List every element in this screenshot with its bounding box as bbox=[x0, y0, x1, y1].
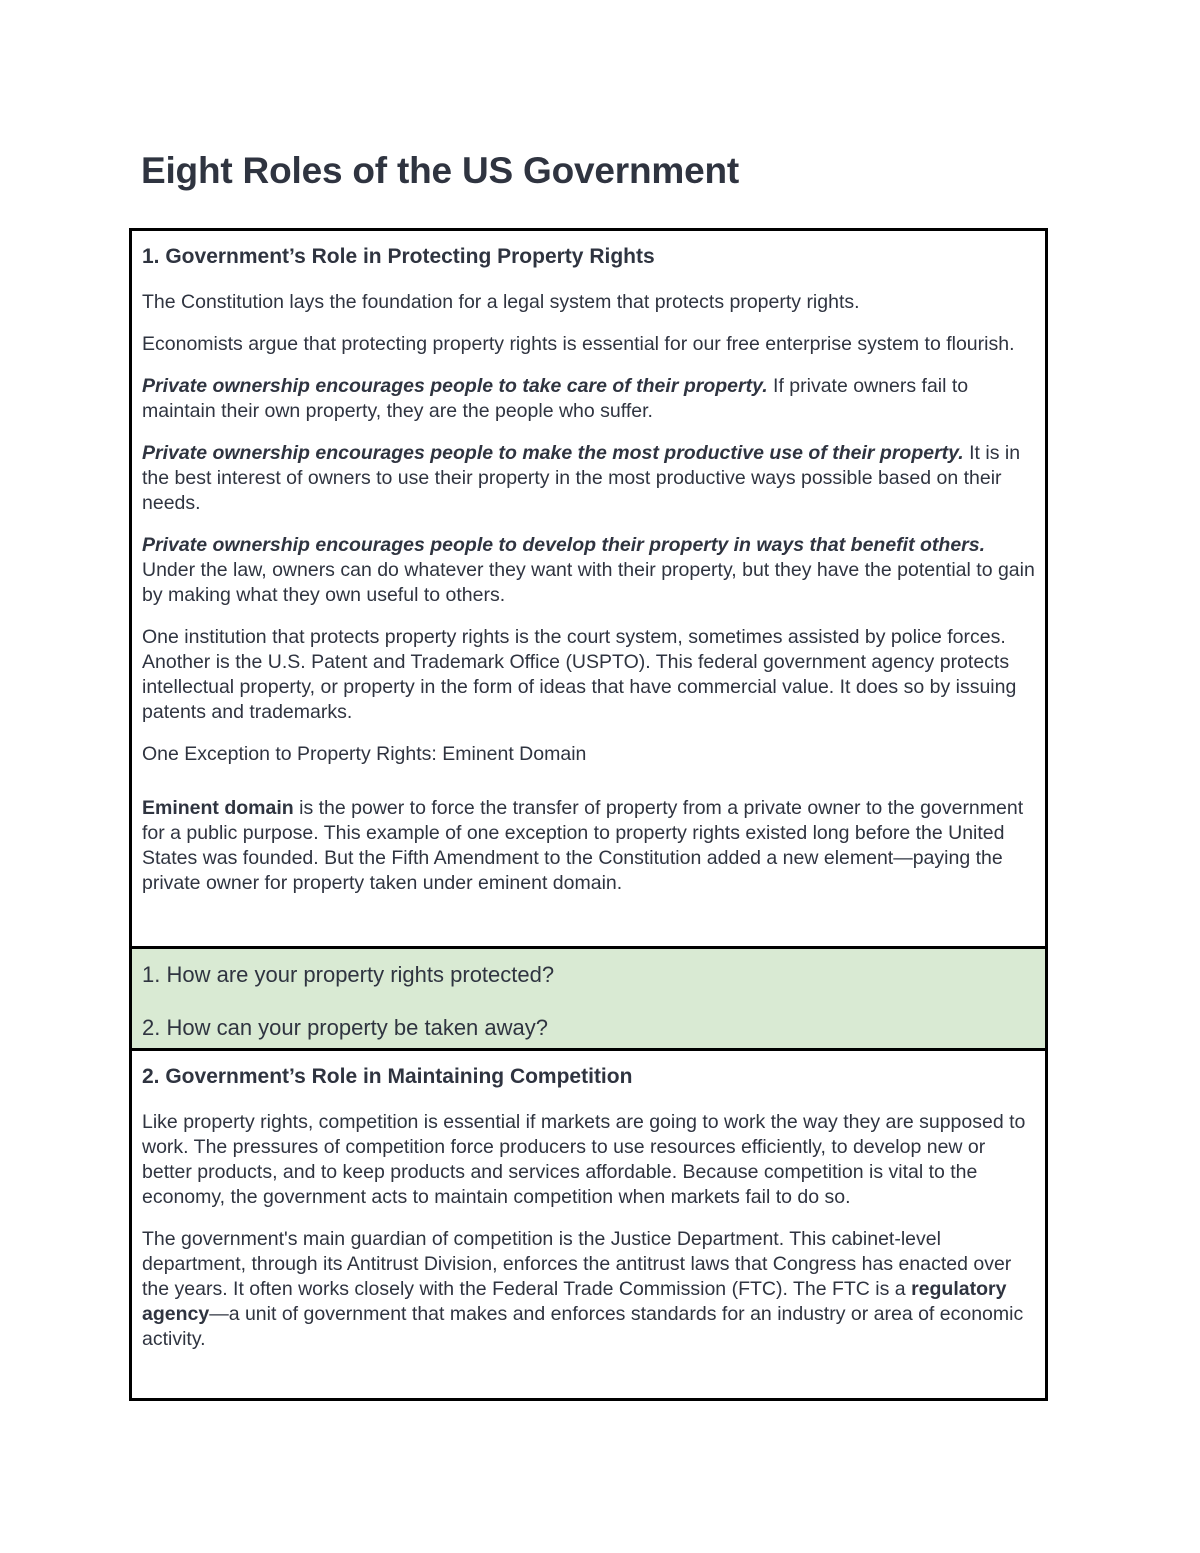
paragraph-5-text: Under the law, owners can do whatever they want with their property, but they have the potential to gain by making what they own useful to others. bbox=[142, 559, 1035, 606]
section1-paragraph-2: Economists argue that protecting property rights is essential for our free enterprise system to flourish. bbox=[142, 333, 1015, 355]
section1-paragraph-4 bbox=[142, 441, 1035, 516]
section1-paragraph-6: One institution that protects property rights is the court system, sometimes assisted by police forces. Another is the U.S. Patent and Trademark Office (USPTO). This federal government agency protects intellectual property, or property in the form of ideas that have commercial value. It does so by issuing patents and trademarks. bbox=[142, 626, 1017, 723]
questions-box bbox=[131, 948, 1047, 1050]
section1-paragraph-5 bbox=[142, 533, 1035, 608]
question-2: 2. How can your property be taken away? bbox=[142, 1015, 549, 1040]
section2-heading: 2. Government’s Role in Maintaining Competition bbox=[142, 1065, 633, 1088]
page-title: Eight Roles of the US Government bbox=[141, 150, 739, 191]
roles-table bbox=[129, 228, 1048, 1401]
section2-paragraph-2 bbox=[142, 1227, 1035, 1352]
section2-paragraph-1: Like property rights, competition is essential if markets are going to work the way they are supposed to work. The pressures of competition force producers to use resources efficiently, to develop new or better products, and to keep products and services affordable. Because competition is vital to the economy, the government acts to maintain competition when markets fail to do so. bbox=[142, 1111, 1026, 1208]
eminent-domain-subheading: One Exception to Property Rights: Eminent Domain bbox=[142, 743, 587, 765]
paragraph-2b-text: —a unit of government that makes and enforces standards for an industry or area of economic activity. bbox=[142, 1303, 1024, 1350]
section-property-rights bbox=[131, 230, 1047, 948]
paragraph-2a-text: The government's main guardian of competition is the Justice Department. This cabinet-level department, through its Antitrust Division, enforces the antitrust laws that Congress has enacted over the years. It often works closely with the Federal Trade Commission (FTC). The FTC is a bbox=[142, 1228, 1012, 1300]
paragraph-4-text: It is in the best interest of owners to use their property in the most productive ways possible based on their needs. bbox=[142, 442, 1021, 514]
section-competition bbox=[131, 1050, 1047, 1400]
section1-heading: 1. Government’s Role in Protecting Property Rights bbox=[142, 245, 655, 268]
section1-paragraph-1: The Constitution lays the foundation for a legal system that protects property rights. bbox=[142, 291, 860, 313]
regulatory-agency-term: regulatory agency bbox=[142, 1278, 1007, 1325]
section1-paragraph-3 bbox=[142, 374, 1035, 424]
question-1: 1. How are your property rights protected? bbox=[142, 962, 555, 987]
paragraph-3-text: If private owners fail to maintain their own property, they are the people who suffer. bbox=[142, 375, 969, 422]
section1-paragraph-8 bbox=[142, 796, 1035, 896]
paragraph-8-text: is the power to force the transfer of property from a private owner to the government for a public purpose. This example of one exception to property rights existed long before the United States was founded. But the Fifth Amendment to the Constitution added a new element—paying the private owner for property taken under eminent domain. bbox=[142, 797, 1024, 894]
lead-care: Private ownership encourages people to take care of their property. bbox=[142, 375, 768, 397]
lead-benefit-others: Private ownership encourages people to develop their property in ways that benefit others. bbox=[142, 534, 986, 556]
eminent-domain-term: Eminent domain bbox=[142, 797, 294, 819]
lead-productive: Private ownership encourages people to make the most productive use of their property. bbox=[142, 442, 964, 464]
